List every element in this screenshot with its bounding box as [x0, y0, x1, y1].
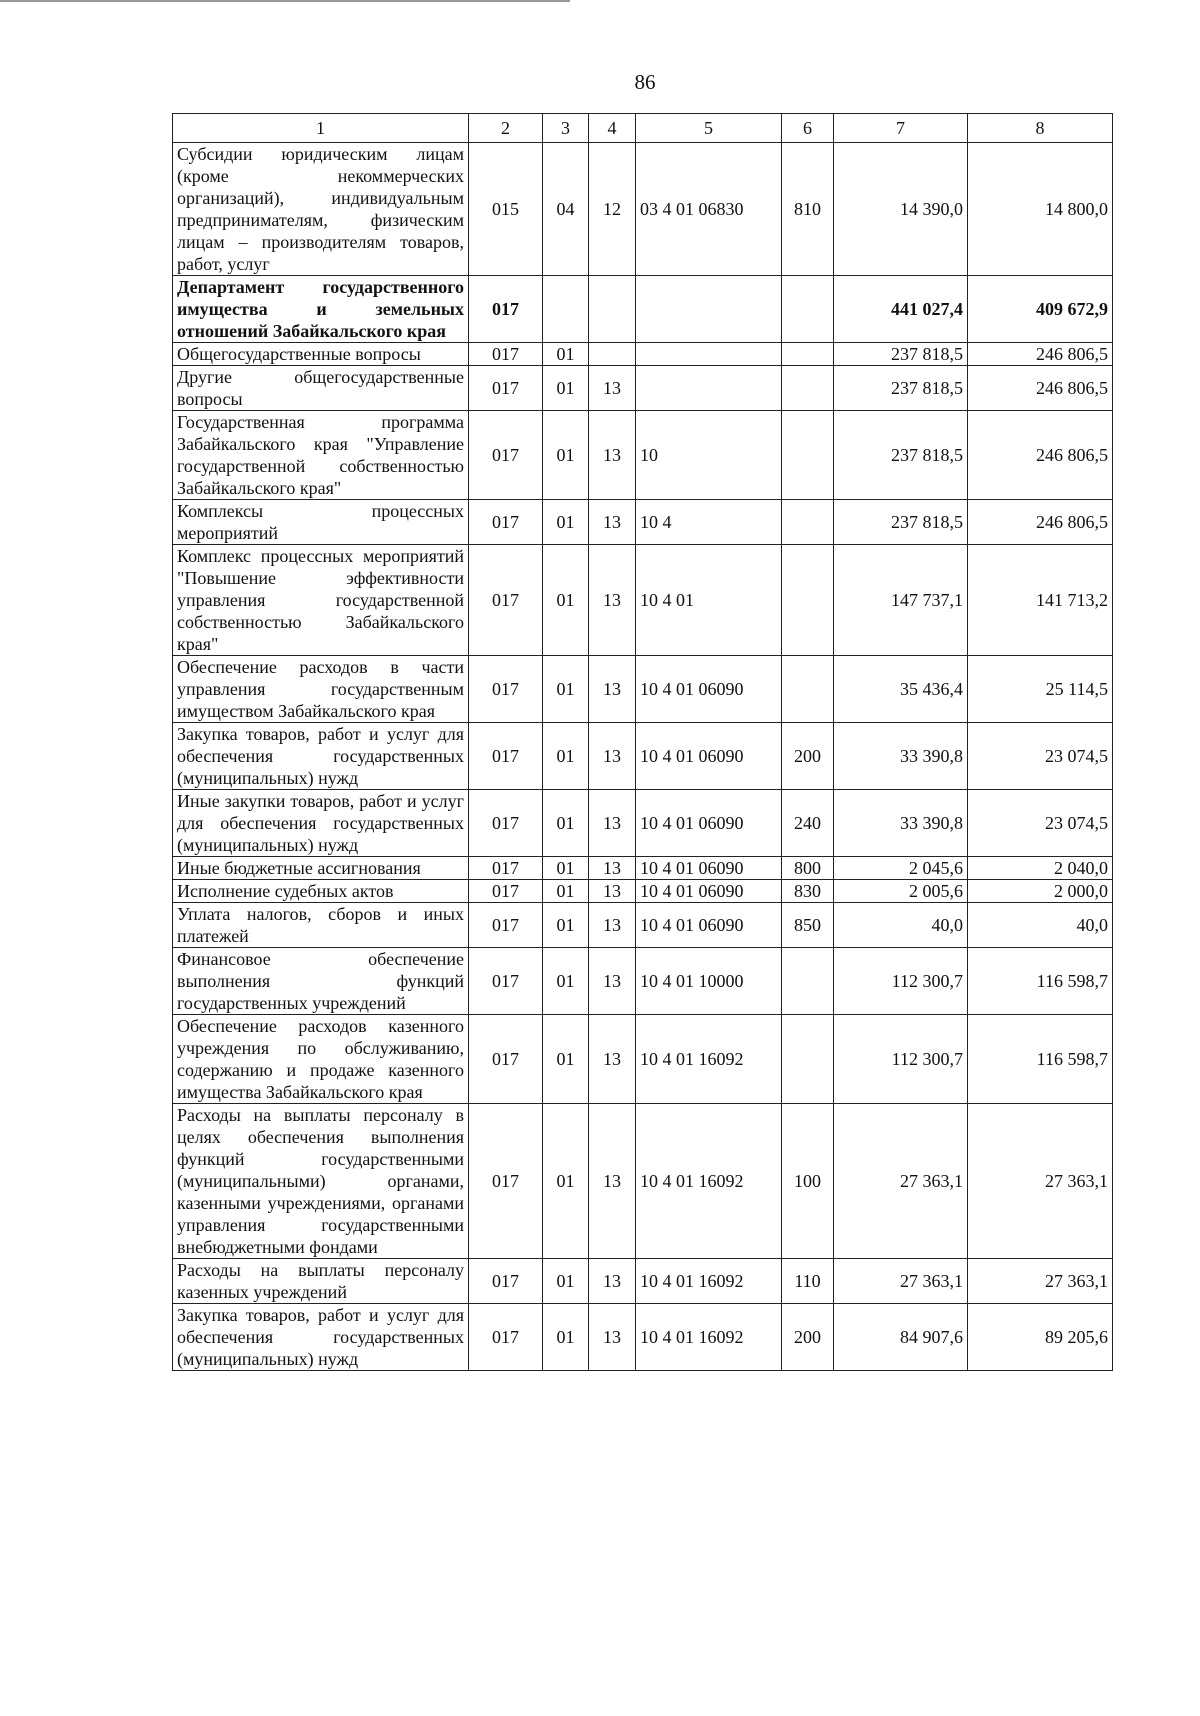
item-name-cell: Другие общегосударственные вопросы: [173, 366, 469, 411]
subsection-cell: 13: [589, 1304, 636, 1371]
amount-col8-cell: 40,0: [968, 903, 1113, 948]
subsection-cell: 13: [589, 366, 636, 411]
target-article-cell: 10 4 01 06090: [636, 723, 782, 790]
amount-col8-cell: 246 806,5: [968, 343, 1113, 366]
amount-col8-cell: 2 000,0: [968, 880, 1113, 903]
ministry-code-cell: 017: [469, 1259, 543, 1304]
target-article-cell: 03 4 01 06830: [636, 143, 782, 276]
item-name-cell: Субсидии юридическим лицам (кроме некоммерческих организаций), индивидуальным предпринимателям, физическим лицам – производителям товаров, работ, услуг: [173, 143, 469, 276]
expense-type-cell: [782, 411, 834, 500]
subsection-cell: 13: [589, 545, 636, 656]
expense-type-cell: 100: [782, 1104, 834, 1259]
section-cell: 01: [543, 1015, 589, 1104]
ministry-code-cell: 017: [469, 1304, 543, 1371]
amount-col7-cell: 40,0: [834, 903, 968, 948]
ministry-code-cell: 017: [469, 366, 543, 411]
expense-type-cell: 830: [782, 880, 834, 903]
amount-col7-cell: 441 027,4: [834, 276, 968, 343]
expense-type-cell: 110: [782, 1259, 834, 1304]
amount-col7-cell: 147 737,1: [834, 545, 968, 656]
ministry-code-cell: 017: [469, 723, 543, 790]
ministry-code-cell: 017: [469, 343, 543, 366]
item-name-cell: Финансовое обеспечение выполнения функций государственных учреждений: [173, 948, 469, 1015]
target-article-cell: 10 4 01 06090: [636, 857, 782, 880]
expense-type-cell: 800: [782, 857, 834, 880]
section-cell: 01: [543, 880, 589, 903]
expense-type-cell: [782, 343, 834, 366]
section-cell: 01: [543, 903, 589, 948]
section-cell: 01: [543, 500, 589, 545]
amount-col8-cell: 23 074,5: [968, 723, 1113, 790]
ministry-code-cell: 017: [469, 1015, 543, 1104]
page-number: 86: [634, 70, 656, 94]
table-body: [173, 143, 1113, 1371]
amount-col7-cell: 237 818,5: [834, 366, 968, 411]
header-cell: 6: [782, 114, 834, 143]
amount-col7-cell: 27 363,1: [834, 1259, 968, 1304]
section-cell: 01: [543, 1104, 589, 1259]
amount-col8-cell: 246 806,5: [968, 366, 1113, 411]
target-article-cell: 10 4 01 06090: [636, 903, 782, 948]
table-row: [173, 143, 1113, 276]
table-row: [173, 500, 1113, 545]
item-name-cell: Закупка товаров, работ и услуг для обеспечения государственных (муниципальных) нужд: [173, 1304, 469, 1371]
ministry-code-cell: 017: [469, 948, 543, 1015]
target-article-cell: 10 4: [636, 500, 782, 545]
table-row: [173, 545, 1113, 656]
scan-border-line: [0, 0, 570, 2]
item-name-cell: Комплексы процессных мероприятий: [173, 500, 469, 545]
table-row: [173, 343, 1113, 366]
table-row: [173, 1104, 1113, 1259]
target-article-cell: 10 4 01 06090: [636, 790, 782, 857]
section-cell: 01: [543, 948, 589, 1015]
section-cell: [543, 276, 589, 343]
section-cell: 01: [543, 656, 589, 723]
target-article-cell: 10 4 01 16092: [636, 1015, 782, 1104]
target-article-cell: [636, 276, 782, 343]
header-cell: 3: [543, 114, 589, 143]
ministry-code-cell: 017: [469, 500, 543, 545]
amount-col8-cell: 2 040,0: [968, 857, 1113, 880]
subsection-cell: 12: [589, 143, 636, 276]
header-cell: 2: [469, 114, 543, 143]
subsection-cell: 13: [589, 411, 636, 500]
amount-col8-cell: 25 114,5: [968, 656, 1113, 723]
amount-col7-cell: 84 907,6: [834, 1304, 968, 1371]
item-name-cell: Комплекс процессных мероприятий "Повышение эффективности управления государственной собственностью Забайкальского края": [173, 545, 469, 656]
item-name-cell: Общегосударственные вопросы: [173, 343, 469, 366]
table-header-row: [173, 114, 1113, 143]
ministry-code-cell: 017: [469, 880, 543, 903]
table-row: [173, 276, 1113, 343]
section-cell: 01: [543, 790, 589, 857]
header-cell: 5: [636, 114, 782, 143]
header-cell: 1: [173, 114, 469, 143]
amount-col7-cell: 2 005,6: [834, 880, 968, 903]
table-row: [173, 366, 1113, 411]
target-article-cell: 10 4 01 16092: [636, 1104, 782, 1259]
header-cell: 8: [968, 114, 1113, 143]
subsection-cell: 13: [589, 656, 636, 723]
section-cell: 01: [543, 1259, 589, 1304]
table-row: [173, 948, 1113, 1015]
table-row: [173, 656, 1113, 723]
ministry-code-cell: 017: [469, 903, 543, 948]
amount-col7-cell: 14 390,0: [834, 143, 968, 276]
amount-col7-cell: 112 300,7: [834, 948, 968, 1015]
ministry-code-cell: 017: [469, 790, 543, 857]
target-article-cell: 10 4 01 16092: [636, 1259, 782, 1304]
target-article-cell: 10: [636, 411, 782, 500]
target-article-cell: [636, 366, 782, 411]
expense-type-cell: [782, 656, 834, 723]
amount-col8-cell: 246 806,5: [968, 411, 1113, 500]
subsection-cell: [589, 343, 636, 366]
section-cell: 01: [543, 545, 589, 656]
amount-col8-cell: 246 806,5: [968, 500, 1113, 545]
subsection-cell: [589, 276, 636, 343]
amount-col8-cell: 116 598,7: [968, 1015, 1113, 1104]
table-row: [173, 1259, 1113, 1304]
item-name-cell: Департамент государственного имущества и земельных отношений Забайкальского края: [173, 276, 469, 343]
amount-col8-cell: 23 074,5: [968, 790, 1113, 857]
expense-type-cell: 200: [782, 723, 834, 790]
expense-type-cell: [782, 1015, 834, 1104]
section-cell: 01: [543, 723, 589, 790]
expense-type-cell: 200: [782, 1304, 834, 1371]
amount-col7-cell: 35 436,4: [834, 656, 968, 723]
expense-type-cell: [782, 545, 834, 656]
subsection-cell: 13: [589, 1259, 636, 1304]
amount-col7-cell: 2 045,6: [834, 857, 968, 880]
target-article-cell: 10 4 01 10000: [636, 948, 782, 1015]
subsection-cell: 13: [589, 880, 636, 903]
amount-col7-cell: 237 818,5: [834, 343, 968, 366]
header-cell: 4: [589, 114, 636, 143]
item-name-cell: Закупка товаров, работ и услуг для обеспечения государственных (муниципальных) нужд: [173, 723, 469, 790]
item-name-cell: Обеспечение расходов казенного учреждения по обслуживанию, содержанию и продаже казенного имущества Забайкальского края: [173, 1015, 469, 1104]
amount-col7-cell: 112 300,7: [834, 1015, 968, 1104]
target-article-cell: 10 4 01 16092: [636, 1304, 782, 1371]
table-row: [173, 857, 1113, 880]
table-row: [173, 1304, 1113, 1371]
item-name-cell: Расходы на выплаты персоналу казенных учреждений: [173, 1259, 469, 1304]
item-name-cell: Исполнение судебных актов: [173, 880, 469, 903]
amount-col8-cell: 116 598,7: [968, 948, 1113, 1015]
section-cell: 01: [543, 411, 589, 500]
ministry-code-cell: 017: [469, 545, 543, 656]
expense-type-cell: [782, 948, 834, 1015]
amount-col8-cell: 141 713,2: [968, 545, 1113, 656]
expense-type-cell: [782, 500, 834, 545]
table-row: [173, 723, 1113, 790]
item-name-cell: Иные бюджетные ассигнования: [173, 857, 469, 880]
amount-col8-cell: 89 205,6: [968, 1304, 1113, 1371]
ministry-code-cell: 017: [469, 857, 543, 880]
target-article-cell: 10 4 01: [636, 545, 782, 656]
section-cell: 01: [543, 1304, 589, 1371]
header-cell: 7: [834, 114, 968, 143]
item-name-cell: Расходы на выплаты персоналу в целях обеспечения выполнения функций государственными (муниципальными) органами, казенными учреждениями, органами управления государственными внебюджетными фондами: [173, 1104, 469, 1259]
amount-col7-cell: 237 818,5: [834, 500, 968, 545]
ministry-code-cell: 017: [469, 411, 543, 500]
subsection-cell: 13: [589, 857, 636, 880]
section-cell: 01: [543, 857, 589, 880]
item-name-cell: Иные закупки товаров, работ и услуг для обеспечения государственных (муниципальных) нужд: [173, 790, 469, 857]
table-row: [173, 411, 1113, 500]
expense-type-cell: [782, 276, 834, 343]
target-article-cell: 10 4 01 06090: [636, 880, 782, 903]
expense-type-cell: [782, 366, 834, 411]
expense-type-cell: 850: [782, 903, 834, 948]
section-cell: 04: [543, 143, 589, 276]
subsection-cell: 13: [589, 948, 636, 1015]
ministry-code-cell: 017: [469, 1104, 543, 1259]
amount-col7-cell: 33 390,8: [834, 790, 968, 857]
table-row: [173, 880, 1113, 903]
target-article-cell: 10 4 01 06090: [636, 656, 782, 723]
amount-col8-cell: 14 800,0: [968, 143, 1113, 276]
table-row: [173, 903, 1113, 948]
subsection-cell: 13: [589, 1015, 636, 1104]
amount-col7-cell: 33 390,8: [834, 723, 968, 790]
expense-type-cell: 810: [782, 143, 834, 276]
table-row: [173, 1015, 1113, 1104]
amount-col7-cell: 27 363,1: [834, 1104, 968, 1259]
table-row: [173, 790, 1113, 857]
subsection-cell: 13: [589, 1104, 636, 1259]
target-article-cell: [636, 343, 782, 366]
subsection-cell: 13: [589, 790, 636, 857]
ministry-code-cell: 017: [469, 276, 543, 343]
amount-col8-cell: 409 672,9: [968, 276, 1113, 343]
item-name-cell: Обеспечение расходов в части управления государственным имуществом Забайкальского края: [173, 656, 469, 723]
ministry-code-cell: 015: [469, 143, 543, 276]
expense-type-cell: 240: [782, 790, 834, 857]
budget-table: [172, 113, 1113, 1371]
amount-col8-cell: 27 363,1: [968, 1259, 1113, 1304]
amount-col8-cell: 27 363,1: [968, 1104, 1113, 1259]
subsection-cell: 13: [589, 723, 636, 790]
ministry-code-cell: 017: [469, 656, 543, 723]
section-cell: 01: [543, 343, 589, 366]
subsection-cell: 13: [589, 903, 636, 948]
item-name-cell: Государственная программа Забайкальского края "Управление государственной собственностью Забайкальского края": [173, 411, 469, 500]
amount-col7-cell: 237 818,5: [834, 411, 968, 500]
section-cell: 01: [543, 366, 589, 411]
item-name-cell: Уплата налогов, сборов и иных платежей: [173, 903, 469, 948]
subsection-cell: 13: [589, 500, 636, 545]
